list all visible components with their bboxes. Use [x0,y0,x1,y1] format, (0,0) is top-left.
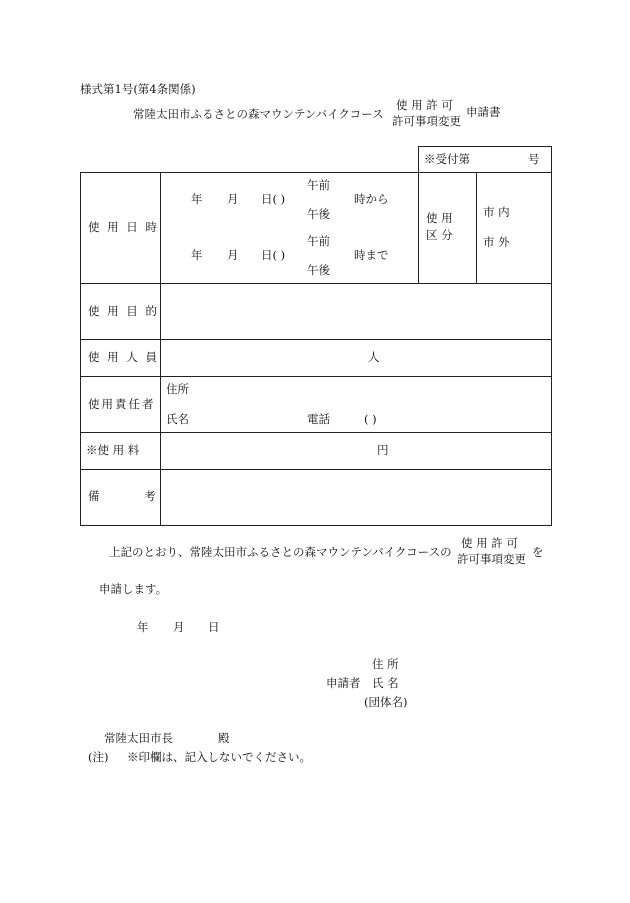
form-title-prefix: 常陸太田市ふるさとの森マウンテンバイクコース [133,107,384,121]
end-until: 時まで [354,248,389,262]
usage-category-label-bottom: 区 分 [426,228,453,242]
statement-prefix: 上記のとおり、常陸太田市ふるさとの森マウンテンバイクコースの [109,545,452,559]
remarks-label-left: 備 [88,489,100,503]
table-category-divider [418,172,419,283]
applicant-org-label: (団体名) [364,695,408,709]
table-row-divider [80,339,552,340]
applicant-name-label: 氏 名 [372,676,399,690]
table-category-divider [476,172,477,283]
statement-option-use: 使 用 許 可 [461,536,518,550]
usage-category-label-top: 使 用 [426,211,453,225]
addressee-honorific: 殿 [218,731,230,745]
note-label: (注) [88,750,109,764]
table-label-column-divider [160,172,161,526]
responsible-phone-parens: ( ) [364,412,377,426]
start-am: 午前 [307,178,330,192]
end-am: 午前 [307,234,330,248]
form-title-option-use: 使 用 許 可 [396,98,453,112]
end-day: 日( ) [261,248,286,262]
statement-option-change: 許可事項変更 [457,552,526,566]
usage-datetime-label: 使 用 日 時 [88,220,159,234]
applicant-address-label: 住 所 [372,657,399,671]
responsible-address-label: 住所 [166,382,189,396]
receipt-label: ※受付第 [424,152,470,166]
purpose-label: 使 用 目 的 [88,304,159,318]
start-pm: 午後 [307,207,330,221]
start-from: 時から [354,192,389,206]
form-number: 様式第1号(第4条関係) [80,82,196,96]
responsible-phone-label: 電話 [307,412,330,426]
applicant-label: 申請者 [326,676,361,690]
fee-label: ※使 用 料 [86,443,140,457]
usage-category-outside-city: 市 外 [483,235,510,249]
end-month: 月 [227,248,239,262]
receipt-suffix: 号 [528,152,540,166]
table-row-divider [80,469,552,470]
date-year: 年 [137,620,149,634]
end-pm: 午後 [307,263,330,277]
end-year: 年 [191,248,203,262]
purpose-field[interactable] [166,292,546,332]
statement-suffix: を [532,545,544,559]
remarks-label-right: 考 [144,489,156,503]
note-text: ※印欄は、記入しないでください。 [127,750,311,764]
addressee-mayor: 常陸太田市長 [104,731,173,745]
date-day: 日 [208,620,220,634]
statement-line2: 申請します。 [99,582,168,596]
start-month: 月 [227,192,239,206]
start-year: 年 [191,192,203,206]
table-row-divider [80,283,552,284]
usage-category-inside-city: 市 内 [483,205,510,219]
table-row-divider [80,432,552,433]
form-title-suffix: 申請書 [466,105,501,119]
people-label: 使 用 人 員 [88,350,159,364]
responsible-name-label: 氏名 [166,412,189,426]
responsible-label: 使用責任者 [88,397,156,411]
date-month: 月 [173,620,185,634]
form-title-option-change: 許可事項変更 [392,114,461,128]
start-day: 日( ) [261,192,286,206]
table-row-divider [80,376,552,377]
fee-unit: 円 [377,443,389,457]
people-unit: 人 [368,350,380,364]
